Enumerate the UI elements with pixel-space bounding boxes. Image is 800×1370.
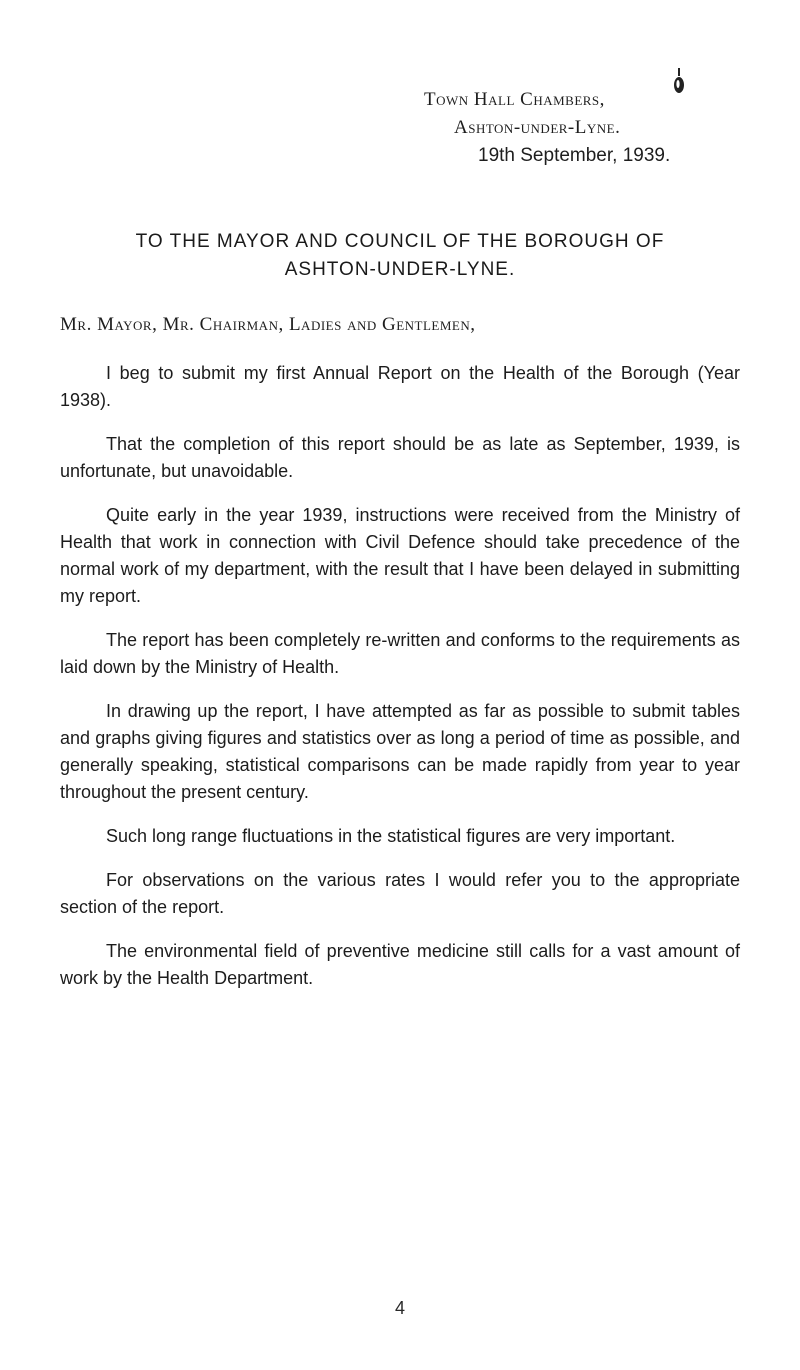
report-body: [60, 360, 740, 1009]
heading-line-1: TO THE MAYOR AND COUNCIL OF THE BOROUGH OF: [135, 231, 665, 252]
address-line-2: Ashton-under-Lyne.: [454, 117, 621, 138]
letterhead-address: [420, 86, 750, 170]
paragraph: That the completion of this report should be as late as September, 1939, is unfortunate, but unavoidable.: [60, 434, 740, 481]
page-number: 4: [394, 1298, 405, 1318]
paragraph: I beg to submit my first Annual Report on the Health of the Borough (Year 1938).: [60, 363, 740, 410]
paragraph: The environmental field of preventive medicine still calls for a vast amount of work by the Health Department.: [60, 941, 740, 988]
letter-date: 19th September, 1939.: [478, 145, 671, 166]
paragraph: In drawing up the report, I have attempted as far as possible to submit tables and graphs giving figures and statistics over as long a period of time as possible, and generally speaking, statistical comparisons can be made rapidly from year to year throughout the present century.: [60, 701, 740, 802]
salutation: Mr. Mayor, Mr. Chairman, Ladies and Gentlemen,: [60, 314, 476, 335]
address-line-1: Town Hall Chambers,: [424, 89, 605, 110]
heading-line-2: ASHTON-UNDER-LYNE.: [284, 259, 516, 280]
document-heading: [60, 228, 740, 284]
paragraph: Quite early in the year 1939, instructions were received from the Ministry of Health that work in connection with Civil Defence should take precedence of the normal work of my department, with the result that I have been delayed in submitting my report.: [60, 505, 740, 606]
paragraph: The report has been completely re-written and conforms to the requirements as laid down by the Ministry of Health.: [60, 630, 740, 677]
paragraph: Such long range fluctuations in the statistical figures are very important.: [106, 826, 676, 846]
paragraph: For observations on the various rates I would refer you to the appropriate section of the report.: [60, 870, 740, 917]
